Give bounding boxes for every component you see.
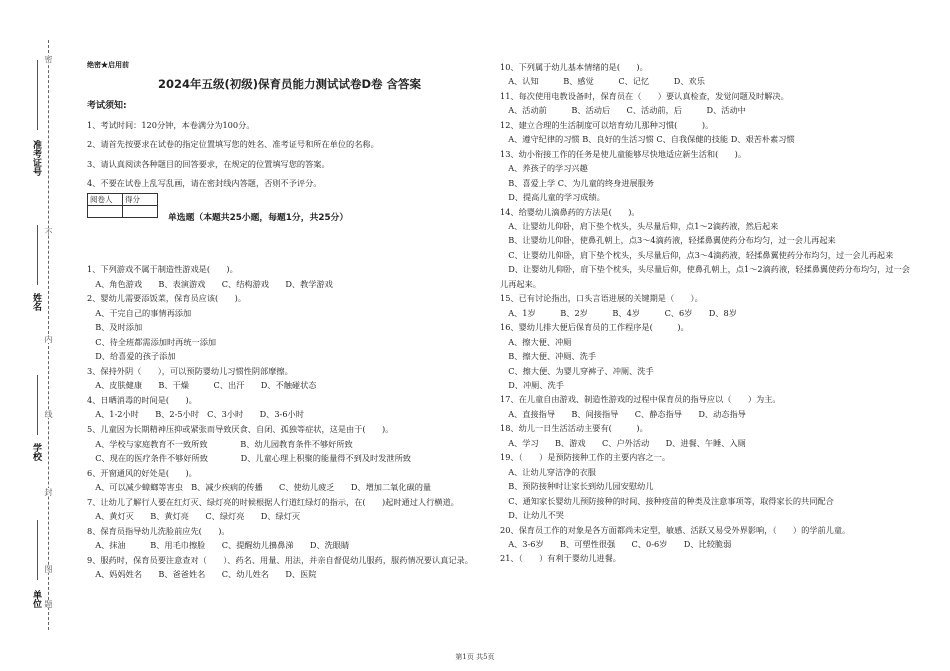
score-cell-grader[interactable] xyxy=(88,206,123,218)
seal-mark: 内 xyxy=(44,335,53,343)
question-line: 21、（ ）有利于婴幼儿进餐。 xyxy=(500,553,621,564)
option-line: A、让幼儿穿洁净的衣服 xyxy=(500,466,596,477)
seal-mark: 题 xyxy=(44,600,53,608)
question-line: 5、儿童因为长期精神压抑或紧张而导致厌食、自闭、孤独等症状，这是由于( )。 xyxy=(87,424,394,435)
option-line: C、让婴幼儿仰卧，肩下垫个枕头，头尽量后仰，点3～4滴药液，轻揉鼻翼使药分布均匀，过一会儿再起来 xyxy=(500,249,894,260)
option-line: A、活动前 B、活动后 C、活动前，后 D、活动中 xyxy=(500,105,746,116)
option-line: A、学校与家庭教育不一致所致 B、幼儿园教育条件不够好所致 xyxy=(87,438,353,449)
question-line: 12、建立合理的生活制度可以培育幼儿那种习惯( )。 xyxy=(500,119,714,130)
instruction-line: 3、请认真阅读各种题目的回答要求，在规定的位置填写您的答案。 xyxy=(87,158,330,169)
seal-mark: 图 xyxy=(44,565,53,573)
option-line: A、黄灯灭 B、黄灯亮 C、绿灯亮 D、绿灯灭 xyxy=(87,511,301,522)
option-line: D、提高儿童的学习成绩。 xyxy=(500,192,605,203)
score-table-header-score: 得分 xyxy=(123,194,158,206)
question-line: 15、已有讨论指出，口头言语进展的关键期是（ ）。 xyxy=(500,293,703,304)
question-line: 4、日晒消毒的时间是( )。 xyxy=(87,394,197,405)
left-questions xyxy=(87,262,492,582)
option-line: A、擦大便、冲厕 xyxy=(500,336,572,347)
option-line: A、可以减少蟑螂等害虫 B、减少疾病的传播 C、使幼儿疲乏 D、增加二氧化碳的量 xyxy=(87,482,432,493)
option-line: C、擦大便、为婴儿穿裤子、冲厕、洗手 xyxy=(500,365,654,376)
secret-label: 绝密★启用前 xyxy=(87,60,129,69)
seal-mark: 线 xyxy=(44,410,53,418)
option-line: A、学习 B、游戏 C、户外活动 D、进餐、午睡、入厕 xyxy=(500,437,746,448)
question-line: 11、每次使用电教设备时，保育员在（ ）要认真检查，发觉问题及时解决。 xyxy=(500,90,789,101)
seal-mark: 封 xyxy=(44,488,53,496)
option-line: A、抹油 B、用毛巾擦脸 C、提醒幼儿擤鼻涕 D、洗眼睛 xyxy=(87,540,350,551)
seal-mark: 密 xyxy=(44,55,53,63)
question-line: 18、幼儿一日生活活动主要有( )。 xyxy=(500,423,648,434)
option-line: A、角色游戏 B、表演游戏 C、结构游戏 D、教学游戏 xyxy=(87,278,333,289)
option-line: B、及时添加 xyxy=(87,322,143,333)
instruction-line: 1、考试时间：120分钟，本卷满分为100分。 xyxy=(87,120,255,130)
option-line: B、让婴幼儿仰卧，使鼻孔朝上，点3～4滴药液，轻揉鼻翼使药分布均匀，过一会儿再起来 xyxy=(500,235,836,246)
instructions xyxy=(87,116,379,193)
page-footer: 第1页 共5页 xyxy=(455,653,495,661)
notice-title: 考试须知: xyxy=(87,101,127,111)
option-line: A、妈妈姓名 B、爸爸姓名 C、幼儿姓名 D、医院 xyxy=(87,569,317,580)
option-line: B、擦大便、冲厕、洗手 xyxy=(500,351,597,362)
label-unit: 单位 xyxy=(31,590,41,608)
seal-mark: 不 xyxy=(44,228,53,236)
label-school: 学校 xyxy=(31,443,41,461)
page-title: 2024年五级(初级)保育员能力测试试卷D卷 含答案 xyxy=(157,77,422,91)
question-line: 6、开窗通风的好处是( )。 xyxy=(87,467,197,478)
option-line: A、养孩子的学习兴趣 xyxy=(500,163,588,174)
question-line: 13、幼小衔接工作的任务是使儿童能够尽快地适应新生活和( )。 xyxy=(500,148,747,159)
question-line: 20、保育员工作的对象是各方面都尚未定型，敏感、活跃又易受外界影响，（ ）的学前儿童。 xyxy=(500,524,851,535)
option-line: D、冲厕、洗手 xyxy=(500,379,564,390)
question-line: 7、让幼儿了解行人要在红灯灭、绿灯亮的时候根据人行道红绿灯的指示，在( )起时通过人行横道。 xyxy=(87,496,459,507)
question-line: 10、下列属于幼儿基本情绪的是( )。 xyxy=(500,62,648,72)
option-line: C、通知家长婴幼儿预防接种的时间、接种疫苗的种类及注意事项等，取得家长的共同配合 xyxy=(500,495,834,506)
instruction-line: 4、不要在试卷上乱写乱画，请在密封线内答题，否则不予评分。 xyxy=(87,177,322,188)
option-line: A、认知 B、感觉 C、记忆 D、欢乐 xyxy=(500,76,705,87)
option-line: A、1-2小时 B、2-5小时 C、3小时 D、3-6小时 xyxy=(87,409,304,420)
option-line: D、让幼儿不哭 xyxy=(500,510,564,521)
option-line: B、预防接种时让家长到幼儿园安慰幼儿 xyxy=(500,481,654,492)
question-line: 1、下列游戏不属于制造性游戏是( )。 xyxy=(87,264,238,274)
option-line: A、干完自己的事情再添加 xyxy=(87,307,192,318)
question-line: 19、（ ）是预防接种工作的主要内容之一。 xyxy=(500,452,671,463)
question-line: 16、婴幼儿排大便后保育员的工作程序是( )。 xyxy=(500,322,689,333)
question-line: 2、婴幼儿需要添饭菜，保育员应该( )。 xyxy=(87,293,246,304)
section-title: 单选题（本题共25小题，每题1分，共25分） xyxy=(168,213,349,223)
exam-number-blank[interactable] xyxy=(37,60,38,130)
option-line: D、给喜爱的孩子添加 xyxy=(87,351,176,362)
option-line: A、让婴幼儿仰卧，肩下垫个枕头，头尽量后仰，点1～2滴药液，然后起来 xyxy=(500,220,779,231)
question-line: 14、给婴幼儿滴鼻药的方法是( )。 xyxy=(500,206,640,217)
score-table xyxy=(87,193,158,218)
option-line: B、喜爱上学 C、为儿童的终身进展服务 xyxy=(500,177,655,188)
option-line: A、1岁 B、2岁 B、4岁 C、6岁 D、8岁 xyxy=(500,307,737,318)
school-blank[interactable] xyxy=(37,375,38,435)
question-line: 17、在儿童自由游戏、制造性游戏的过程中保育员的指导应以（ ）为主。 xyxy=(500,394,781,405)
seal-sidebar xyxy=(0,0,70,671)
name-blank[interactable] xyxy=(37,225,38,285)
label-exam-number: 准考证号 xyxy=(31,140,41,176)
option-line: A、遵守纪律的习惯 B、良好的生活习惯 C、自我保健的技能 D、艰苦朴素习惯 xyxy=(500,134,795,145)
right-questions xyxy=(500,60,910,566)
question-line: 9、服药时，保育员要注意查对（ ）、药名、用量、用法，并亲自督促幼儿服药，服药情况要认真记录。 xyxy=(87,554,473,565)
score-cell-score[interactable] xyxy=(123,206,158,218)
option-line: C、现在的医疗条件不够好所致 D、儿童心理上积聚的能量得不到及时发泄所致 xyxy=(87,453,411,464)
score-table-header-grader: 阅卷人 xyxy=(88,194,123,206)
label-name: 姓名 xyxy=(31,293,41,311)
option-line: A、皮肤健康 B、干燥 C、出汗 D、不触碰状态 xyxy=(87,380,317,391)
option-line: A、3-6岁 B、可塑性很强 C、0-6岁 D、比较脆弱 xyxy=(500,538,732,549)
option-line: A、直接指导 B、间接指导 C、静态指导 D、动态指导 xyxy=(500,408,746,419)
instruction-line: 2、请首先按要求在试卷的指定位置填写您的姓名、准考证号和所在单位的名称。 xyxy=(87,139,379,150)
question-line: 3、保持外阴（ ），可以预防婴幼儿习惯性阴部摩擦。 xyxy=(87,365,293,376)
option-line: C、待全班都需添加时再统一添加 xyxy=(87,336,217,347)
option-line: D、让婴幼儿仰卧，肩下垫个枕头，头尽量后仰，使鼻孔朝上，点1～2滴药液，轻揉鼻翼使药分布均匀，过一会儿再起来。 xyxy=(500,264,910,289)
unit-blank[interactable] xyxy=(37,520,38,580)
question-line: 8、保育员指导幼儿洗脸前应先( )。 xyxy=(87,525,230,536)
